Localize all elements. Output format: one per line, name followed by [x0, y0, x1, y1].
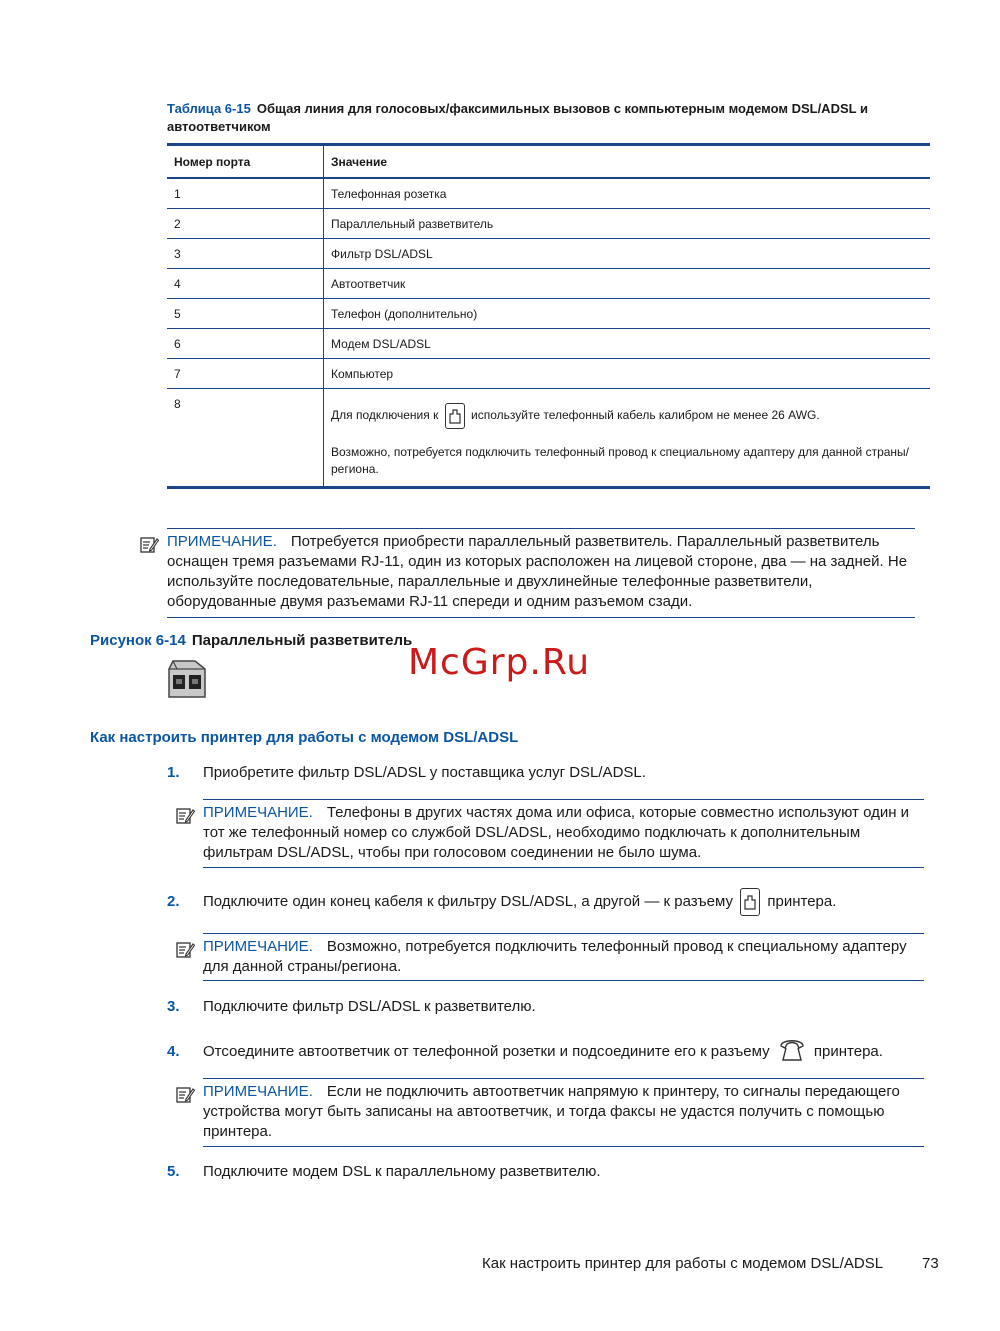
parallel-splitter-image [165, 657, 209, 706]
column-header-port: Номер порта [167, 145, 324, 179]
table-header-row [167, 145, 930, 179]
note-block [203, 933, 924, 981]
port-value-cell [324, 389, 931, 488]
note-label: ПРИМЕЧАНИЕ. [203, 804, 313, 821]
figure-title: Параллельный разветвитель [191, 632, 413, 649]
step-number: 5. [167, 1163, 180, 1180]
port-value-cell: Фильтр DSL/ADSL [324, 239, 931, 269]
step-1 [167, 763, 646, 783]
step-text-before: Отсоедините автоответчик от телефонной розетки и подсоедините его к разъему [203, 1042, 770, 1060]
note-text: Потребуется приобрести параллельный разветвитель. Параллельный разветвитель оснащен тремя разъемами RJ-11, один из которых расположен на лицевой стороне, два — на задней. Не используйте последовательные, параллельные и двухлинейные телефонные разветвители, оборудованные двумя разъемами RJ-11 спереди и одним разъемом сзади. [167, 533, 908, 610]
port-8-line-2: Возможно, потребуется подключить телефонный провод к специальному адаптеру для данной страны/региона. [331, 445, 910, 476]
note-icon [176, 807, 195, 825]
note-text: Возможно, потребуется подключить телефонный провод к специальному адаптеру для данной страны/региона. [203, 938, 907, 975]
table-row [167, 359, 930, 389]
table-caption [167, 100, 907, 136]
port-number-cell: 6 [167, 329, 324, 359]
step-number: 2. [167, 892, 180, 910]
note-icon [176, 941, 195, 959]
step-number: 1. [167, 764, 180, 781]
step-text-before: Подключите один конец кабеля к фильтру DSL/ADSL, а другой — к разъему [203, 892, 734, 910]
step-3 [167, 997, 536, 1017]
port-8-text-before: Для подключения к [331, 408, 439, 423]
port-value-cell: Компьютер [324, 359, 931, 389]
step-2 [167, 888, 836, 916]
note-block [203, 1078, 924, 1147]
port-number-cell: 7 [167, 359, 324, 389]
table-caption-number: Таблица 6-15 [167, 101, 251, 116]
port-value-cell: Телефон (дополнительно) [324, 299, 931, 329]
note-label: ПРИМЕЧАНИЕ. [203, 938, 313, 955]
port-table [167, 143, 930, 489]
note-icon [176, 1086, 195, 1104]
step-number: 3. [167, 998, 180, 1015]
step-text: Подключите фильтр DSL/ADSL к разветвителю. [203, 998, 536, 1015]
port-value-cell: Автоответчик [324, 269, 931, 299]
table-caption-text: Общая линия для голосовых/факсимильных вызовов с компьютерным модемом DSL/ADSL и автоответчиком [167, 101, 868, 134]
port-value-cell: Модем DSL/ADSL [324, 329, 931, 359]
port-number-cell: 3 [167, 239, 324, 269]
note-block [203, 799, 924, 868]
note-block [167, 528, 915, 618]
figure-caption [90, 632, 412, 649]
table-row [167, 209, 930, 239]
port-number-cell: 5 [167, 299, 324, 329]
port-8-text-after: используйте телефонный кабель калибром не менее 26 AWG. [471, 408, 820, 423]
step-text-after: принтера. [767, 892, 837, 910]
footer-title: Как настроить принтер для работы с модемом DSL/ADSL [482, 1255, 884, 1272]
port-number-cell: 1 [167, 178, 324, 209]
port-8-line-1 [331, 403, 923, 429]
step-number: 4. [167, 1042, 180, 1060]
note-label: ПРИМЕЧАНИЕ. [203, 1083, 313, 1100]
step-5 [167, 1162, 601, 1182]
step-text: Подключите модем DSL к параллельному разветвителю. [203, 1163, 601, 1180]
table-row [167, 389, 930, 488]
note-text: Если не подключить автоответчик напрямую к принтеру, то сигналы передающего устройства могут быть записаны на автоответчик, и тогда факсы не удастся получить с помощью принтера. [203, 1083, 900, 1140]
column-header-value: Значение [324, 145, 931, 179]
port-value-cell: Параллельный разветвитель [324, 209, 931, 239]
note-text: Телефоны в других частях дома или офиса, которые совместно используют один и тот же телефонный номер со службой DSL/ADSL, необходимо подключать к дополнительным фильтрам DSL/ADSL, чтобы при голосовом соединении не было шума. [203, 804, 910, 861]
table-row [167, 269, 930, 299]
port-number-cell: 8 [167, 389, 324, 488]
note-label: ПРИМЕЧАНИЕ. [167, 533, 277, 550]
port-number-cell: 4 [167, 269, 324, 299]
section-title: Как настроить принтер для работы с модемом DSL/ADSL [90, 729, 519, 746]
step-text: Приобретите фильтр DSL/ADSL у поставщика услуг DSL/ADSL. [203, 764, 646, 781]
table-row [167, 329, 930, 359]
figure-number: Рисунок 6-14 [90, 632, 186, 649]
note-icon [140, 536, 159, 554]
port-value-cell: Телефонная розетка [324, 178, 931, 209]
port-number-cell: 2 [167, 209, 324, 239]
page-number: 73 [922, 1255, 939, 1272]
line-port-icon [740, 888, 760, 916]
step-text-after: принтера. [813, 1042, 883, 1060]
table-row [167, 299, 930, 329]
table-row [167, 178, 930, 209]
watermark: McGrp.Ru [408, 642, 591, 683]
phone-port-icon [777, 1036, 807, 1068]
table-row [167, 239, 930, 269]
line-port-icon [445, 403, 465, 429]
step-4 [167, 1036, 883, 1068]
